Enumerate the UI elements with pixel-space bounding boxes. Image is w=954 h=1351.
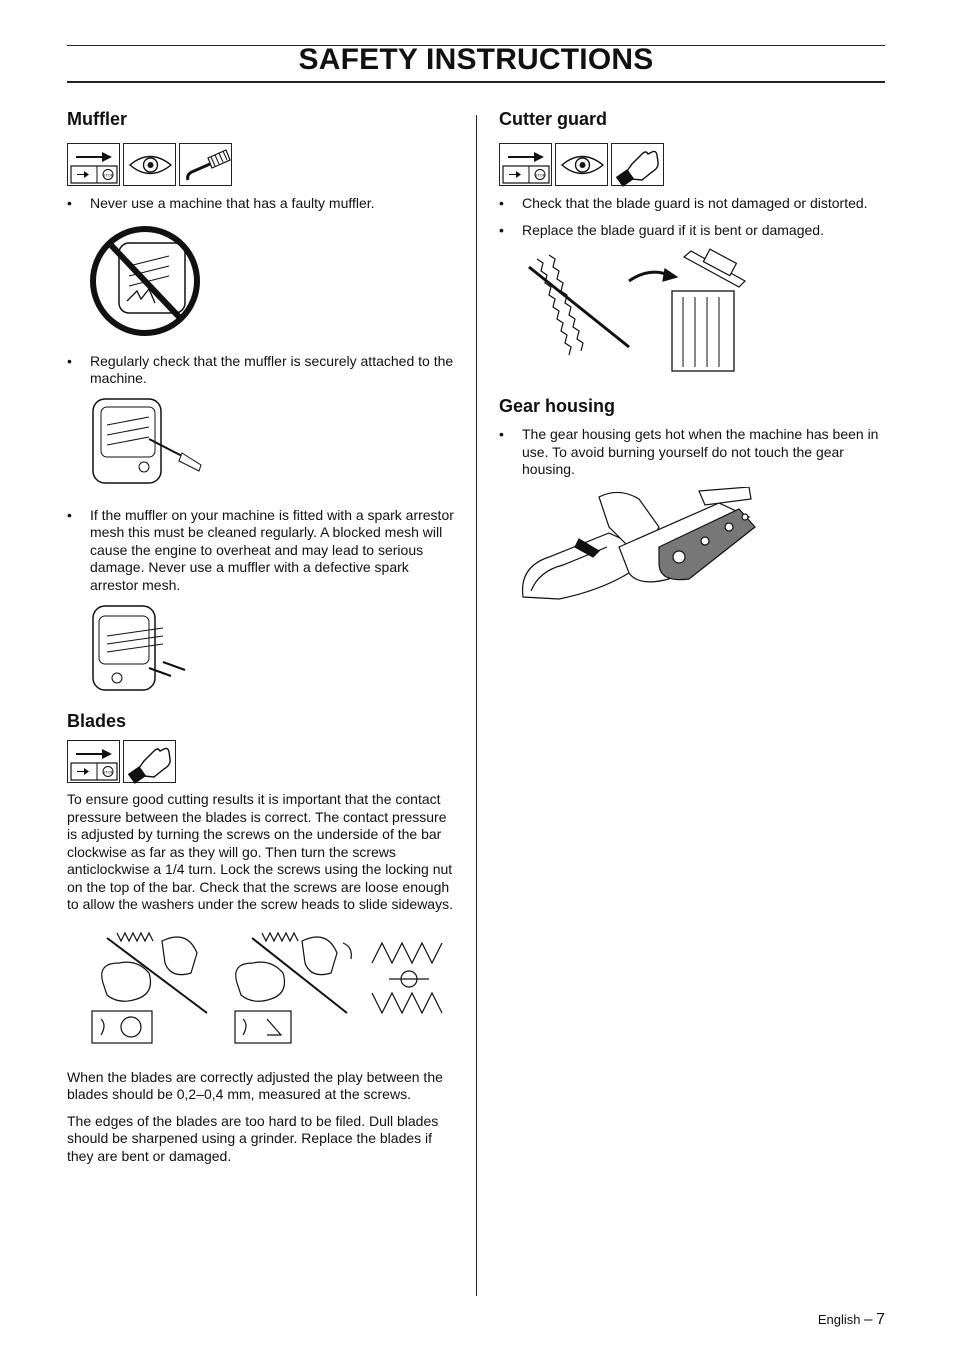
list-item: • Regularly check that the muffler is securely attached to the machine. <box>67 353 457 388</box>
column-divider <box>476 115 477 1296</box>
muffler-heading: Muffler <box>67 109 127 129</box>
blade-adjustment-illustration <box>67 923 457 1055</box>
blades-heading: Blades <box>67 711 127 731</box>
eye-icon <box>555 143 608 186</box>
list-item: • The gear housing gets hot when the machine has been in use. To avoid burning yourself do not touch the gear housing. <box>499 426 887 479</box>
muffler-list-1 <box>67 195 457 213</box>
title-underline <box>67 81 885 83</box>
cutter-guard-icons <box>499 143 887 186</box>
cutter-guard-list <box>499 195 887 239</box>
brush-icon <box>179 143 232 186</box>
arrow-stop-icon <box>67 143 120 186</box>
stop-label: STOP <box>102 172 114 178</box>
muffler-list-3 <box>67 507 457 595</box>
cutter-guard-heading: Cutter guard <box>499 109 607 129</box>
blades-icons <box>67 740 457 783</box>
muffler-icons <box>67 143 457 186</box>
glove-icon <box>611 143 664 186</box>
left-column <box>67 108 457 1165</box>
blades-paragraph-3: The edges of the blades are too hard to be filed. Dull blades should be sharpened using a grinder. Replace the blades if they are bent or damaged. <box>67 1112 439 1164</box>
glove-icon <box>123 740 176 783</box>
footer-language: English <box>817 1312 861 1327</box>
page-number: 7 <box>876 1311 885 1328</box>
list-item: • Never use a machine that has a faulty muffler. <box>67 195 457 213</box>
page-title: SAFETY INSTRUCTIONS <box>298 43 654 76</box>
stop-label: STOP <box>102 769 114 775</box>
gear-housing-illustration <box>519 487 769 615</box>
list-item: • Replace the blade guard if it is bent or damaged. <box>499 222 887 240</box>
muffler-screwdriver-illustration <box>89 395 219 493</box>
gear-housing-heading: Gear housing <box>499 396 616 416</box>
arrow-stop-icon <box>67 740 120 783</box>
list-item: • If the muffler on your machine is fitted with a spark arrestor mesh this must be cleaned regularly. A blocked mesh will cause the engine to overheat and may lead to serious damage. Never use a muffler with a defective spark arrestor mesh. <box>67 507 457 595</box>
gear-housing-list <box>499 426 887 479</box>
muffler-list-2 <box>67 353 457 388</box>
stop-label: STOP <box>534 172 546 178</box>
blade-guard-replace-illustration <box>519 247 769 377</box>
blades-paragraph-1: To ensure good cutting results it is important that the contact pressure between the blades is correct. The contact pressure is adjusted by turning the screws on the underside of the bar clockwise as far as they will go. Then turn the screws anticlockwise a 1/4 turn. Lock the screws using the locking nut on the top of the bar. Check that the screws are loose enough to allow the washers under the screw heads to slide sideways. <box>67 791 453 912</box>
footer-dash: – <box>864 1311 873 1328</box>
right-column <box>499 108 887 615</box>
footer <box>700 1311 885 1329</box>
arrow-stop-icon <box>499 143 552 186</box>
spark-arrestor-illustration <box>89 602 219 694</box>
faulty-muffler-prohibited-illustration <box>89 221 219 339</box>
blades-paragraph-2: When the blades are correctly adjusted the play between the blades should be 0,2–0,4 mm, measured at the screws. <box>67 1068 443 1102</box>
eye-icon <box>123 143 176 186</box>
list-item: • Check that the blade guard is not damaged or distorted. <box>499 195 887 213</box>
